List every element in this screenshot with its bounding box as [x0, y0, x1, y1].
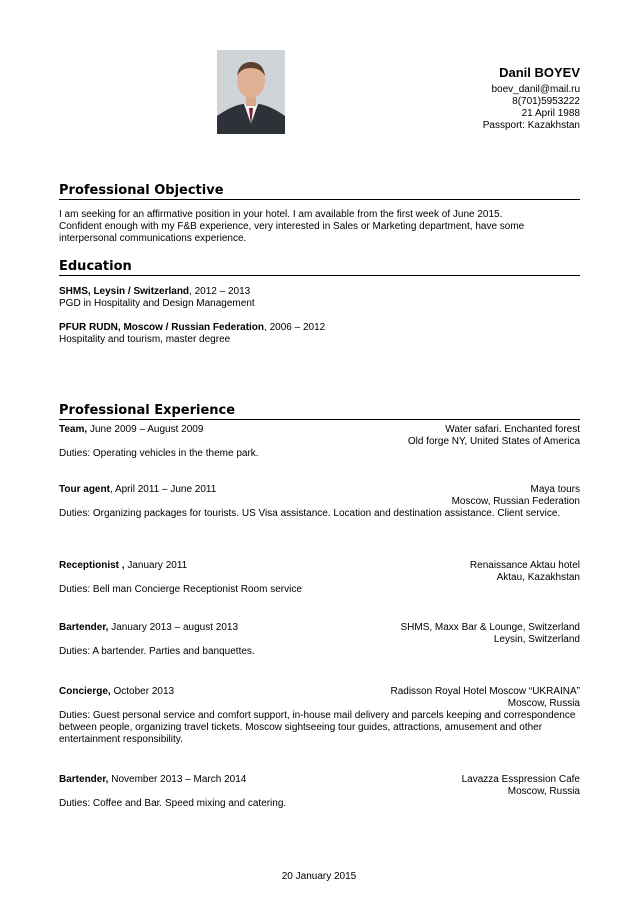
- job-location: Aktau, Kazakhstan: [496, 572, 580, 583]
- job-employer: Maya tours: [530, 484, 580, 495]
- job-period: , April 2011 – June 2011: [109, 484, 217, 495]
- job-period: January 2013 – august 2013: [108, 622, 239, 633]
- experience-item: [59, 686, 580, 746]
- job-location: Moscow, Russia: [507, 786, 580, 797]
- experience-item: [59, 622, 580, 658]
- contact-header: [483, 64, 580, 132]
- school-name: SHMS, Leysin / Switzerland: [59, 286, 190, 297]
- job-location: Leysin, Switzerland: [493, 634, 580, 645]
- education-item: [59, 286, 580, 310]
- school-name: PFUR RUDN, Moscow / Russian Federation: [59, 322, 265, 333]
- phone-text: 8(701)5953222: [512, 96, 580, 107]
- objective-line: Confident enough with my F&B experience, very interested in Sales or Marketing department, have some: [59, 221, 525, 232]
- job-employer: Renaissance Aktau hotel: [469, 560, 580, 571]
- objective-heading: Professional Objective: [59, 183, 580, 200]
- experience-item: [59, 774, 580, 810]
- job-role: Receptionist ,: [59, 560, 125, 571]
- job-employer: Lavazza Esspression Cafe: [461, 774, 580, 785]
- school-period: , 2006 – 2012: [264, 322, 326, 333]
- job-location: Old forge NY, United States of America: [407, 436, 580, 447]
- school-period: , 2012 – 2013: [189, 286, 251, 297]
- job-location: Moscow, Russian Federation: [451, 496, 580, 507]
- job-employer: SHMS, Maxx Bar & Lounge, Switzerland: [400, 622, 580, 633]
- job-duties: Duties: Coffee and Bar. Speed mixing and catering.: [59, 798, 287, 809]
- objective-line: I am seeking for an affirmative position in your hotel. I am available from the first week of June 2015.: [59, 209, 503, 220]
- profile-photo: [217, 50, 285, 134]
- experience-item: [59, 484, 580, 520]
- job-period: October 2013: [110, 686, 175, 697]
- footer-date: 20 January 2015: [281, 871, 357, 882]
- job-duties: Duties: Bell man Concierge Receptionist Room service: [59, 584, 302, 595]
- school-detail: PGD in Hospitality and Design Management: [59, 298, 255, 309]
- job-duties: Duties: Guest personal service and comfort support, in-house mail delivery and parcels keeping and correspondence between people, organizing travel tickets. Moscow sightseeing tour guides, attractions, amusement and other entertainment responsibility.: [59, 710, 576, 745]
- education-item: [59, 322, 580, 346]
- email-text: boev_danil@mail.ru: [491, 84, 580, 95]
- job-employer: Water safari. Enchanted forest: [445, 424, 580, 435]
- job-period: January 2011: [124, 560, 188, 571]
- job-role: Concierge,: [59, 686, 111, 697]
- job-period: November 2013 – March 2014: [108, 774, 247, 785]
- education-heading: Education: [59, 259, 580, 276]
- job-role: Team,: [59, 424, 88, 435]
- birth-date-text: 21 April 1988: [521, 108, 580, 119]
- job-duties: Duties: A bartender. Parties and banquettes.: [59, 646, 255, 657]
- experience-heading: Professional Experience: [59, 403, 580, 420]
- job-period: June 2009 – August 2009: [87, 424, 204, 435]
- objective-text: [59, 209, 580, 245]
- passport-text: Passport: Kazakhstan: [482, 120, 580, 131]
- objective-line: interpersonal communications experience.: [59, 233, 247, 244]
- job-duties: Duties: Organizing packages for tourists. US Visa assistance. Location and destination assistance. Client service.: [59, 508, 561, 519]
- job-role: Bartender,: [59, 774, 109, 785]
- job-role: Tour agent: [59, 484, 110, 495]
- person-photo-icon: [217, 50, 285, 134]
- job-location: Moscow, Russia: [507, 698, 580, 709]
- job-role: Bartender,: [59, 622, 109, 633]
- experience-item: [59, 424, 580, 460]
- experience-item: [59, 560, 580, 596]
- school-detail: Hospitality and tourism, master degree: [59, 334, 231, 345]
- job-duties: Duties: Operating vehicles in the theme park.: [59, 448, 259, 459]
- job-employer: Radisson Royal Hotel Moscow “UKRAINA”: [390, 686, 580, 697]
- candidate-name: Danil BOYEV: [499, 65, 580, 80]
